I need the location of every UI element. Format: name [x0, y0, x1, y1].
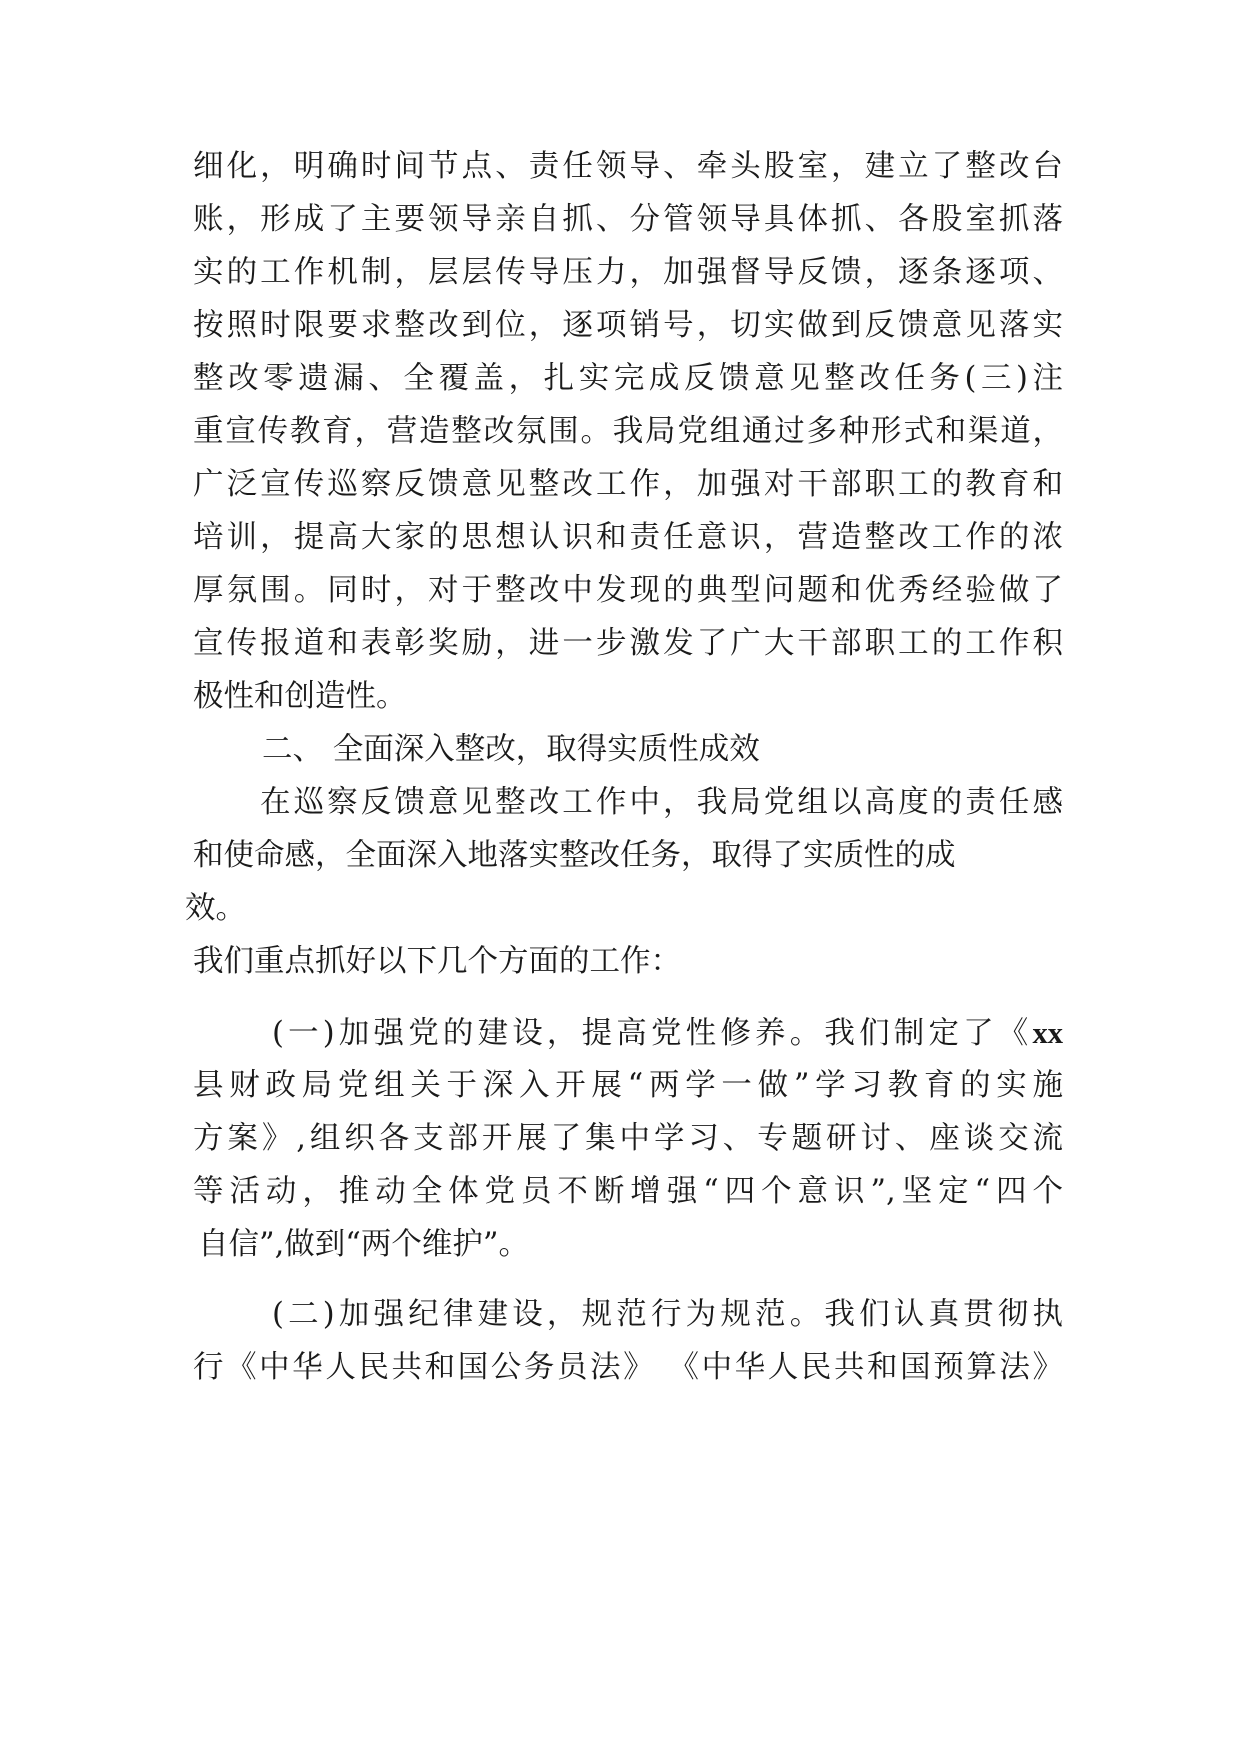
- paragraph-line: 按照时限要求整改到位，逐项销号，切实做到反馈意见落实: [193, 308, 1063, 343]
- paragraph-line: 极性和创造性。: [193, 679, 407, 714]
- paragraph-line: (二)加强纪律建设，规范行为规范。我们认真贯彻执: [272, 1297, 1063, 1332]
- paragraph-line: 细化，明确时间节点、责任领导、牵头股室，建立了整改台: [193, 149, 1063, 184]
- paragraph-line: 厚氛围。同时，对于整改中发现的典型问题和优秀经验做了: [193, 573, 1063, 608]
- paragraph-line: 效。: [185, 891, 246, 926]
- paragraph-line: 广泛宣传巡察反馈意见整改工作，加强对干部职工的教育和: [193, 467, 1063, 502]
- paragraph-line: [272, 1013, 1063, 1054]
- paragraph-line: 县财政局党组关于深入开展“两学一做”学习教育的实施: [193, 1068, 1063, 1103]
- paragraph-line: 培训，提高大家的思想认识和责任意识，营造整改工作的浓: [193, 520, 1063, 555]
- paragraph-line: 我们重点抓好以下几个方面的工作：: [193, 944, 681, 979]
- paragraph-line: 在巡察反馈意见整改工作中，我局党组以高度的责任感: [260, 785, 1063, 820]
- item-1-bold-text: xx: [1032, 1016, 1063, 1050]
- item-1-lead-text: (一)加强党的建设，提高党性修养。我们制定了《: [272, 1016, 1033, 1051]
- paragraph-line: 整改零遗漏、全覆盖，扎实完成反馈意见整改任务(三)注: [193, 361, 1063, 396]
- paragraph-line: 重宣传教育，营造整改氛围。我局党组通过多种形式和渠道，: [193, 414, 1063, 449]
- paragraph-line: 和使命感，全面深入地落实整改任务，取得了实质性的成: [193, 838, 956, 873]
- paragraph-line: 自信”,做到“两个维护”。: [198, 1227, 529, 1262]
- paragraph-line: 账，形成了主要领导亲自抓、分管领导具体抓、各股室抓落: [193, 202, 1063, 237]
- paragraph-line: 宣传报道和表彰奖励，进一步激发了广大干部职工的工作积: [193, 626, 1063, 661]
- paragraph-line: 等活动，推动全体党员不断增强“四个意识”,坚定“四个: [193, 1174, 1063, 1209]
- paragraph-line: 行《中华人民共和国公务员法》 《中华人民共和国预算法》: [193, 1350, 1063, 1385]
- section-heading: 二、 全面深入整改，取得实质性成效: [262, 732, 760, 767]
- paragraph-line: 实的工作机制，层层传导压力，加强督导反馈，逐条逐项、: [193, 255, 1063, 290]
- paragraph-line: 方案》,组织各支部开展了集中学习、专题研讨、座谈交流: [193, 1121, 1063, 1156]
